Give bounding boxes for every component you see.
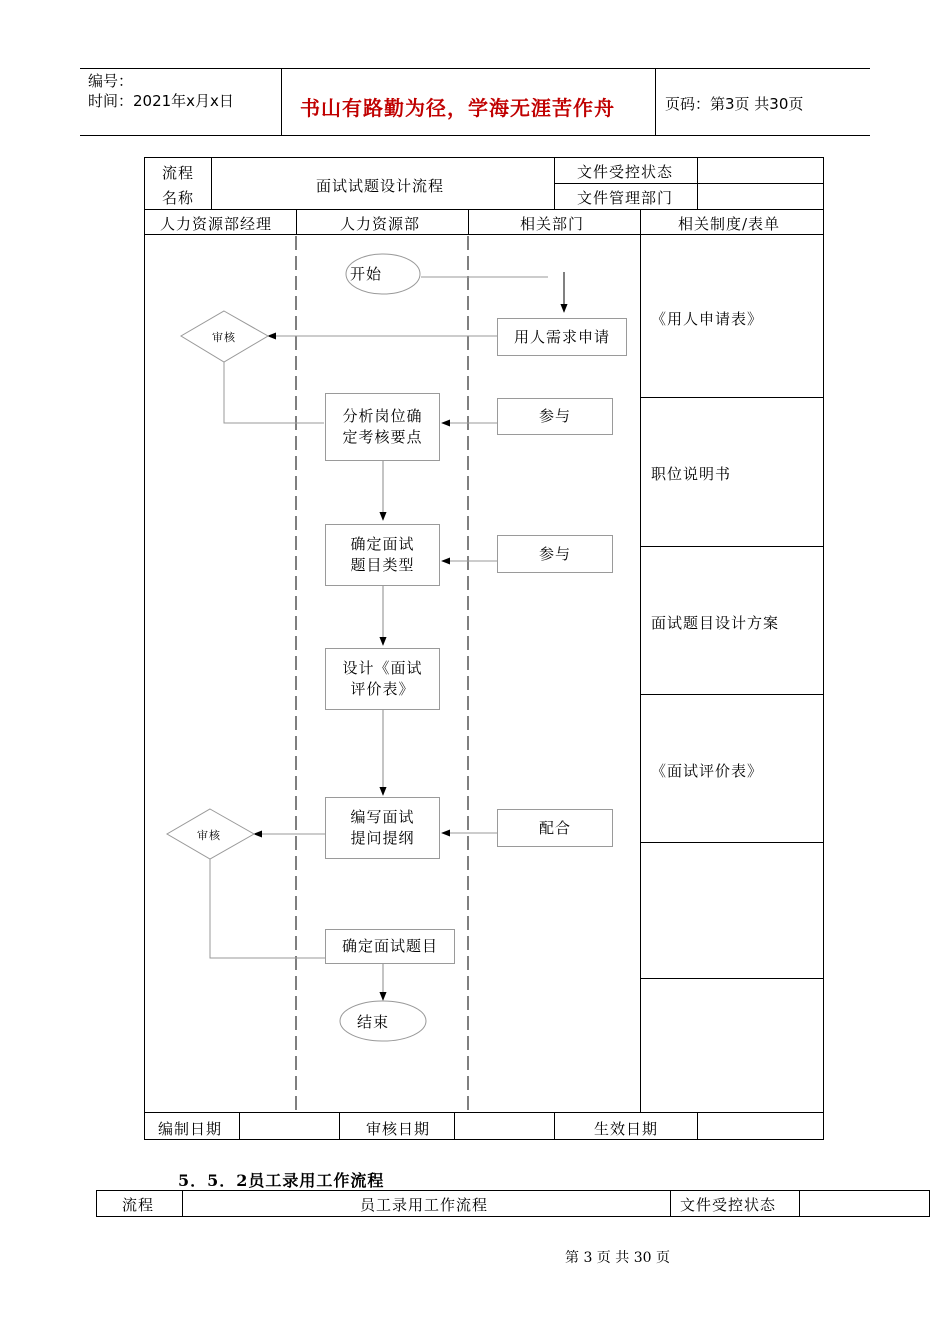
lane-header-documents: 相关制度/表单: [678, 215, 781, 233]
question-type-label: 确定面试: [350, 535, 415, 553]
analyze-step-label: 定考核要点: [342, 428, 423, 446]
number-label: 编号：: [88, 72, 134, 90]
compile-date-label: 编制日期: [158, 1120, 223, 1138]
lane-header-related-dept: 相关部门: [520, 215, 585, 233]
management-dept-label: 文件管理部门: [577, 189, 674, 207]
participate-step: [497, 398, 613, 435]
outline-step: [325, 797, 440, 859]
request-step-label: 用人需求申请: [513, 327, 610, 346]
design-form-label: 设计《面试: [342, 659, 423, 677]
design-form-label: 评价表》: [350, 680, 415, 698]
document-item: 《用人申请表》: [651, 310, 764, 328]
next-process-label: 流程: [122, 1196, 155, 1214]
participate-step: [497, 535, 613, 573]
effective-date-label: 生效日期: [594, 1120, 659, 1138]
header-motto: 书山有路勤为径，学海无涯苦作舟: [300, 96, 615, 120]
confirm-label: 确定面试题目: [341, 937, 438, 955]
question-type-step: [325, 524, 440, 586]
lane-header-hr-manager: 人力资源部经理: [160, 215, 273, 233]
date-label: 时间：2021年x月x日: [88, 92, 234, 110]
review-label: 审核: [197, 829, 221, 842]
confirm-step: [325, 929, 455, 964]
control-status-label: 文件受控状态: [577, 163, 674, 181]
cooperate-label: 配合: [538, 818, 571, 837]
page-number-label: 页码：第3页 共30页: [665, 95, 804, 113]
process-name-label-2: 名称: [162, 189, 195, 207]
analyze-step: [325, 393, 440, 461]
outline-label: 提问提纲: [350, 829, 415, 847]
process-name: 面试试题设计流程: [316, 177, 445, 195]
next-process-name: 员工录用工作流程: [360, 1196, 489, 1214]
question-type-label: 题目类型: [350, 556, 415, 574]
page-footer: 第 3 页 共 30 页: [565, 1250, 670, 1266]
cooperate-step: [497, 809, 613, 847]
end-label: 结束: [357, 1013, 390, 1031]
document-item: 《面试评价表》: [651, 762, 764, 780]
participate-label: 参与: [538, 407, 571, 425]
process-name-label: 流程: [162, 164, 195, 182]
review-date-label: 审核日期: [366, 1120, 431, 1138]
start-label: 开始: [350, 265, 383, 283]
section-heading: 5．5．2员工录用工作流程: [178, 1171, 385, 1190]
participate-label: 参与: [538, 544, 571, 563]
request-step: [497, 318, 627, 356]
review-label: 审核: [212, 331, 236, 344]
document-item: 面试题目设计方案: [651, 614, 780, 632]
document-item: 职位说明书: [651, 465, 732, 483]
next-control-status-label: 文件受控状态: [680, 1196, 777, 1214]
design-form-step: [325, 648, 440, 710]
analyze-step-label: 分析岗位确: [342, 407, 423, 425]
lane-header-hr-dept: 人力资源部: [340, 215, 421, 233]
outline-label: 编写面试: [350, 808, 415, 826]
